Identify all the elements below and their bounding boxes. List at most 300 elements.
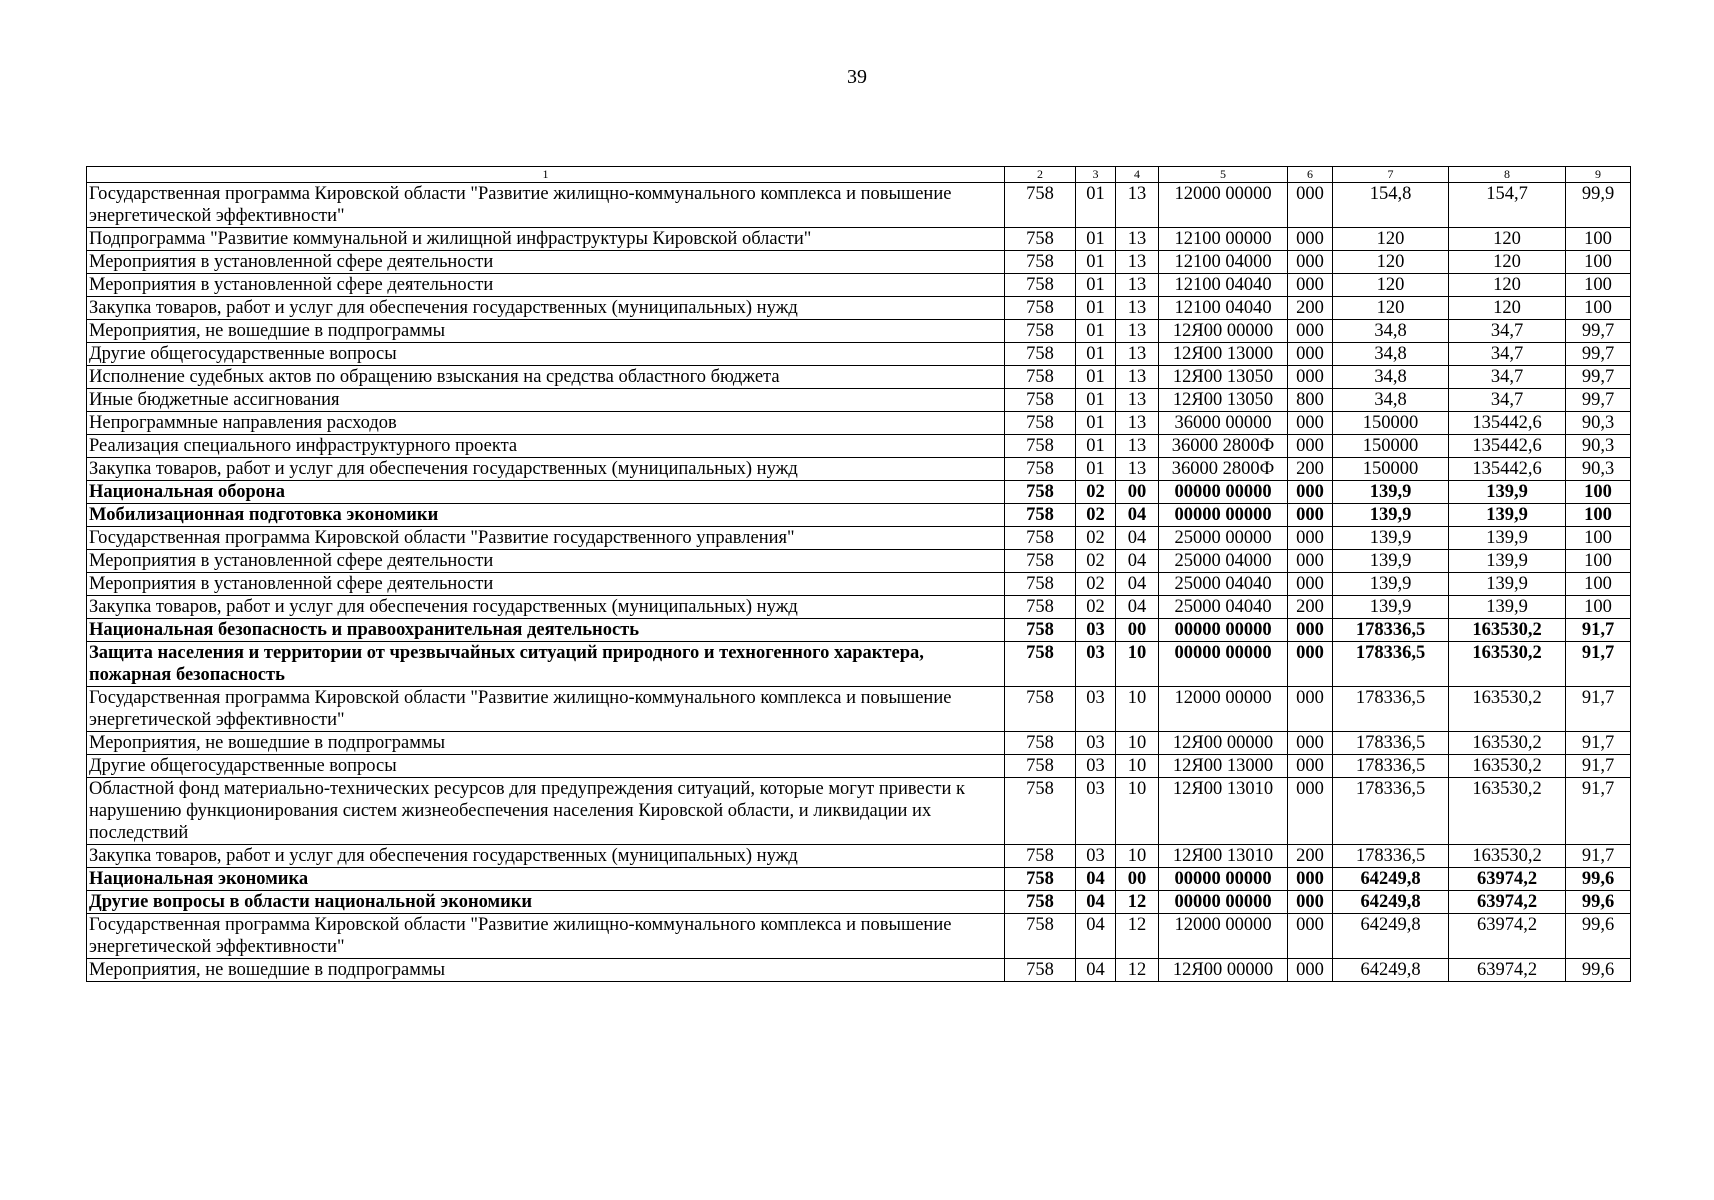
row-subsection-cell: 13 (1116, 274, 1159, 297)
row-name-cell: Реализация специального инфраструктурного проекта (87, 435, 1005, 458)
row-subsection-cell: 13 (1116, 251, 1159, 274)
row-subsection-cell: 10 (1116, 732, 1159, 755)
row-expense-type-cell: 000 (1288, 959, 1333, 982)
row-section-cell: 03 (1076, 732, 1116, 755)
row-planned-amount-cell: 178336,5 (1333, 755, 1449, 778)
row-percent-cell: 99,7 (1566, 343, 1631, 366)
row-section-cell: 01 (1076, 297, 1116, 320)
row-name-cell: Национальная безопасность и правоохранительная деятельность (87, 619, 1005, 642)
row-code-cell: 758 (1005, 458, 1076, 481)
table-row (87, 320, 1631, 343)
row-subsection-cell: 13 (1116, 366, 1159, 389)
row-percent-cell: 100 (1566, 297, 1631, 320)
row-code-cell: 758 (1005, 596, 1076, 619)
row-percent-cell: 100 (1566, 274, 1631, 297)
column-header: 5 (1159, 167, 1288, 183)
row-expense-type-cell: 200 (1288, 596, 1333, 619)
row-name-cell: Мероприятия в установленной сфере деятельности (87, 274, 1005, 297)
table-row (87, 504, 1631, 527)
row-actual-amount-cell: 34,7 (1449, 343, 1566, 366)
row-actual-amount-cell: 120 (1449, 228, 1566, 251)
table-row (87, 251, 1631, 274)
row-subsection-cell: 13 (1116, 320, 1159, 343)
row-expense-type-cell: 800 (1288, 389, 1333, 412)
table-row (87, 435, 1631, 458)
row-subsection-cell: 10 (1116, 778, 1159, 845)
column-header: 2 (1005, 167, 1076, 183)
row-actual-amount-cell: 139,9 (1449, 573, 1566, 596)
row-subsection-cell: 13 (1116, 389, 1159, 412)
row-planned-amount-cell: 139,9 (1333, 596, 1449, 619)
column-header: 3 (1076, 167, 1116, 183)
row-code-cell: 758 (1005, 891, 1076, 914)
row-code-cell: 758 (1005, 183, 1076, 228)
row-section-cell: 04 (1076, 868, 1116, 891)
row-target-article-cell: 36000 00000 (1159, 412, 1288, 435)
row-code-cell: 758 (1005, 868, 1076, 891)
row-name-cell: Мероприятия в установленной сфере деятельности (87, 251, 1005, 274)
table-row (87, 778, 1631, 845)
row-planned-amount-cell: 64249,8 (1333, 891, 1449, 914)
row-section-cell: 02 (1076, 550, 1116, 573)
row-code-cell: 758 (1005, 481, 1076, 504)
row-planned-amount-cell: 139,9 (1333, 527, 1449, 550)
row-subsection-cell: 10 (1116, 642, 1159, 687)
row-section-cell: 02 (1076, 596, 1116, 619)
row-name-cell: Государственная программа Кировской области "Развитие жилищно-коммунального комплекса и повышение энергетической эффективности" (87, 183, 1005, 228)
row-name-cell: Другие вопросы в области национальной экономики (87, 891, 1005, 914)
row-target-article-cell: 12Я00 13010 (1159, 845, 1288, 868)
row-expense-type-cell: 000 (1288, 412, 1333, 435)
row-subsection-cell: 10 (1116, 687, 1159, 732)
row-name-cell: Государственная программа Кировской области "Развитие жилищно-коммунального комплекса и повышение энергетической эффективности" (87, 687, 1005, 732)
row-percent-cell: 100 (1566, 596, 1631, 619)
row-percent-cell: 90,3 (1566, 435, 1631, 458)
row-planned-amount-cell: 139,9 (1333, 481, 1449, 504)
table-row (87, 755, 1631, 778)
row-expense-type-cell: 200 (1288, 845, 1333, 868)
table-row (87, 619, 1631, 642)
row-expense-type-cell: 000 (1288, 642, 1333, 687)
row-actual-amount-cell: 63974,2 (1449, 959, 1566, 982)
row-target-article-cell: 12000 00000 (1159, 687, 1288, 732)
row-subsection-cell: 13 (1116, 183, 1159, 228)
budget-table (86, 166, 1631, 982)
row-subsection-cell: 13 (1116, 228, 1159, 251)
table-row (87, 868, 1631, 891)
row-code-cell: 758 (1005, 435, 1076, 458)
row-target-article-cell: 12000 00000 (1159, 914, 1288, 959)
row-subsection-cell: 04 (1116, 504, 1159, 527)
row-planned-amount-cell: 64249,8 (1333, 868, 1449, 891)
row-section-cell: 04 (1076, 891, 1116, 914)
row-name-cell: Государственная программа Кировской области "Развитие государственного управления" (87, 527, 1005, 550)
row-target-article-cell: 00000 00000 (1159, 481, 1288, 504)
row-code-cell: 758 (1005, 274, 1076, 297)
row-expense-type-cell: 000 (1288, 732, 1333, 755)
row-subsection-cell: 12 (1116, 891, 1159, 914)
row-expense-type-cell: 000 (1288, 504, 1333, 527)
row-subsection-cell: 13 (1116, 435, 1159, 458)
row-code-cell: 758 (1005, 412, 1076, 435)
row-name-cell: Подпрограмма "Развитие коммунальной и жилищной инфраструктуры Кировской области" (87, 228, 1005, 251)
row-subsection-cell: 10 (1116, 845, 1159, 868)
row-actual-amount-cell: 120 (1449, 274, 1566, 297)
row-expense-type-cell: 000 (1288, 550, 1333, 573)
table-row (87, 596, 1631, 619)
row-actual-amount-cell: 63974,2 (1449, 891, 1566, 914)
row-planned-amount-cell: 178336,5 (1333, 619, 1449, 642)
row-actual-amount-cell: 163530,2 (1449, 755, 1566, 778)
row-percent-cell: 90,3 (1566, 458, 1631, 481)
row-planned-amount-cell: 34,8 (1333, 389, 1449, 412)
row-expense-type-cell: 000 (1288, 527, 1333, 550)
row-planned-amount-cell: 120 (1333, 297, 1449, 320)
row-name-cell: Мобилизационная подготовка экономики (87, 504, 1005, 527)
column-header: 4 (1116, 167, 1159, 183)
row-planned-amount-cell: 64249,8 (1333, 959, 1449, 982)
row-expense-type-cell: 000 (1288, 320, 1333, 343)
row-subsection-cell: 12 (1116, 914, 1159, 959)
row-planned-amount-cell: 139,9 (1333, 504, 1449, 527)
table-row (87, 527, 1631, 550)
row-percent-cell: 91,7 (1566, 642, 1631, 687)
row-section-cell: 02 (1076, 481, 1116, 504)
row-section-cell: 01 (1076, 366, 1116, 389)
row-name-cell: Другие общегосударственные вопросы (87, 755, 1005, 778)
row-percent-cell: 99,6 (1566, 868, 1631, 891)
row-planned-amount-cell: 120 (1333, 274, 1449, 297)
row-planned-amount-cell: 34,8 (1333, 343, 1449, 366)
row-name-cell: Закупка товаров, работ и услуг для обеспечения государственных (муниципальных) нужд (87, 297, 1005, 320)
row-actual-amount-cell: 63974,2 (1449, 914, 1566, 959)
row-section-cell: 03 (1076, 778, 1116, 845)
row-actual-amount-cell: 154,7 (1449, 183, 1566, 228)
table-row (87, 573, 1631, 596)
row-target-article-cell: 12000 00000 (1159, 183, 1288, 228)
row-section-cell: 02 (1076, 573, 1116, 596)
row-target-article-cell: 12Я00 00000 (1159, 959, 1288, 982)
table-row (87, 642, 1631, 687)
row-actual-amount-cell: 163530,2 (1449, 642, 1566, 687)
row-target-article-cell: 12Я00 00000 (1159, 320, 1288, 343)
row-expense-type-cell: 000 (1288, 366, 1333, 389)
row-planned-amount-cell: 120 (1333, 228, 1449, 251)
row-target-article-cell: 25000 00000 (1159, 527, 1288, 550)
row-expense-type-cell: 000 (1288, 914, 1333, 959)
table-row (87, 891, 1631, 914)
row-subsection-cell: 00 (1116, 868, 1159, 891)
row-subsection-cell: 13 (1116, 458, 1159, 481)
row-expense-type-cell: 200 (1288, 458, 1333, 481)
row-section-cell: 02 (1076, 504, 1116, 527)
row-section-cell: 02 (1076, 527, 1116, 550)
row-planned-amount-cell: 150000 (1333, 435, 1449, 458)
row-target-article-cell: 25000 04040 (1159, 596, 1288, 619)
row-code-cell: 758 (1005, 297, 1076, 320)
row-name-cell: Защита населения и территории от чрезвычайных ситуаций природного и техногенного характера, пожарная безопасность (87, 642, 1005, 687)
row-expense-type-cell: 000 (1288, 778, 1333, 845)
row-actual-amount-cell: 163530,2 (1449, 732, 1566, 755)
row-actual-amount-cell: 139,9 (1449, 527, 1566, 550)
row-section-cell: 01 (1076, 320, 1116, 343)
row-expense-type-cell: 000 (1288, 183, 1333, 228)
table-row (87, 845, 1631, 868)
row-name-cell: Закупка товаров, работ и услуг для обеспечения государственных (муниципальных) нужд (87, 458, 1005, 481)
row-subsection-cell: 12 (1116, 959, 1159, 982)
row-section-cell: 01 (1076, 228, 1116, 251)
row-planned-amount-cell: 178336,5 (1333, 778, 1449, 845)
row-code-cell: 758 (1005, 914, 1076, 959)
row-subsection-cell: 04 (1116, 596, 1159, 619)
table-row (87, 458, 1631, 481)
row-percent-cell: 100 (1566, 504, 1631, 527)
row-actual-amount-cell: 34,7 (1449, 320, 1566, 343)
table-row (87, 366, 1631, 389)
row-planned-amount-cell: 139,9 (1333, 550, 1449, 573)
row-percent-cell: 91,7 (1566, 687, 1631, 732)
table-row (87, 389, 1631, 412)
row-name-cell: Мероприятия, не вошедшие в подпрограммы (87, 959, 1005, 982)
row-section-cell: 01 (1076, 435, 1116, 458)
row-actual-amount-cell: 34,7 (1449, 366, 1566, 389)
row-target-article-cell: 12Я00 13010 (1159, 778, 1288, 845)
row-subsection-cell: 04 (1116, 527, 1159, 550)
row-code-cell: 758 (1005, 251, 1076, 274)
row-name-cell: Областной фонд материально-технических ресурсов для предупреждения ситуаций, которые могут привести к нарушению функционирования систем жизнеобеспечения населения Кировской области, и ликвидации их последствий (87, 778, 1005, 845)
column-header: 7 (1333, 167, 1449, 183)
row-name-cell: Другие общегосударственные вопросы (87, 343, 1005, 366)
row-subsection-cell: 04 (1116, 573, 1159, 596)
row-percent-cell: 99,7 (1566, 320, 1631, 343)
table-row (87, 481, 1631, 504)
row-subsection-cell: 04 (1116, 550, 1159, 573)
table-row (87, 297, 1631, 320)
row-section-cell: 03 (1076, 642, 1116, 687)
row-section-cell: 04 (1076, 959, 1116, 982)
row-actual-amount-cell: 139,9 (1449, 504, 1566, 527)
row-expense-type-cell: 000 (1288, 755, 1333, 778)
column-header: 6 (1288, 167, 1333, 183)
row-code-cell: 758 (1005, 619, 1076, 642)
table-row (87, 914, 1631, 959)
row-actual-amount-cell: 63974,2 (1449, 868, 1566, 891)
row-subsection-cell: 10 (1116, 755, 1159, 778)
row-target-article-cell: 12Я00 13050 (1159, 389, 1288, 412)
row-expense-type-cell: 000 (1288, 435, 1333, 458)
row-subsection-cell: 00 (1116, 481, 1159, 504)
row-subsection-cell: 13 (1116, 297, 1159, 320)
row-code-cell: 758 (1005, 527, 1076, 550)
row-actual-amount-cell: 139,9 (1449, 550, 1566, 573)
row-section-cell: 01 (1076, 274, 1116, 297)
row-actual-amount-cell: 139,9 (1449, 481, 1566, 504)
table-row (87, 228, 1631, 251)
row-target-article-cell: 36000 2800Ф (1159, 435, 1288, 458)
row-target-article-cell: 00000 00000 (1159, 868, 1288, 891)
row-actual-amount-cell: 120 (1449, 297, 1566, 320)
row-target-article-cell: 12100 04000 (1159, 251, 1288, 274)
row-expense-type-cell: 200 (1288, 297, 1333, 320)
row-section-cell: 03 (1076, 687, 1116, 732)
row-target-article-cell: 12Я00 13000 (1159, 343, 1288, 366)
row-percent-cell: 91,7 (1566, 732, 1631, 755)
row-target-article-cell: 12100 04040 (1159, 297, 1288, 320)
row-section-cell: 01 (1076, 389, 1116, 412)
row-subsection-cell: 00 (1116, 619, 1159, 642)
column-header: 8 (1449, 167, 1566, 183)
row-name-cell: Национальная оборона (87, 481, 1005, 504)
table-row (87, 274, 1631, 297)
row-expense-type-cell: 000 (1288, 573, 1333, 596)
table-row (87, 343, 1631, 366)
row-section-cell: 03 (1076, 619, 1116, 642)
row-actual-amount-cell: 139,9 (1449, 596, 1566, 619)
table-body (87, 183, 1631, 982)
row-target-article-cell: 36000 2800Ф (1159, 458, 1288, 481)
row-section-cell: 01 (1076, 412, 1116, 435)
row-percent-cell: 100 (1566, 251, 1631, 274)
row-section-cell: 01 (1076, 458, 1116, 481)
row-expense-type-cell: 000 (1288, 251, 1333, 274)
table-row (87, 687, 1631, 732)
row-percent-cell: 100 (1566, 573, 1631, 596)
row-section-cell: 01 (1076, 251, 1116, 274)
row-code-cell: 758 (1005, 755, 1076, 778)
row-code-cell: 758 (1005, 687, 1076, 732)
row-planned-amount-cell: 120 (1333, 251, 1449, 274)
row-target-article-cell: 00000 00000 (1159, 504, 1288, 527)
row-name-cell: Мероприятия в установленной сфере деятельности (87, 573, 1005, 596)
row-section-cell: 03 (1076, 845, 1116, 868)
row-planned-amount-cell: 34,8 (1333, 366, 1449, 389)
row-percent-cell: 91,7 (1566, 619, 1631, 642)
row-expense-type-cell: 000 (1288, 687, 1333, 732)
row-code-cell: 758 (1005, 642, 1076, 687)
row-code-cell: 758 (1005, 228, 1076, 251)
table-header (87, 167, 1631, 183)
row-section-cell: 01 (1076, 183, 1116, 228)
page-number: 39 (847, 66, 867, 88)
row-name-cell: Непрограммные направления расходов (87, 412, 1005, 435)
row-planned-amount-cell: 150000 (1333, 458, 1449, 481)
header-row (87, 167, 1631, 183)
row-code-cell: 758 (1005, 778, 1076, 845)
row-section-cell: 01 (1076, 343, 1116, 366)
row-name-cell: Закупка товаров, работ и услуг для обеспечения государственных (муниципальных) нужд (87, 596, 1005, 619)
column-header: 9 (1566, 167, 1631, 183)
row-planned-amount-cell: 64249,8 (1333, 914, 1449, 959)
row-expense-type-cell: 000 (1288, 274, 1333, 297)
row-name-cell: Закупка товаров, работ и услуг для обеспечения государственных (муниципальных) нужд (87, 845, 1005, 868)
row-percent-cell: 99,6 (1566, 914, 1631, 959)
row-planned-amount-cell: 150000 (1333, 412, 1449, 435)
row-percent-cell: 99,7 (1566, 366, 1631, 389)
row-name-cell: Мероприятия, не вошедшие в подпрограммы (87, 320, 1005, 343)
row-target-article-cell: 00000 00000 (1159, 642, 1288, 687)
table-row (87, 183, 1631, 228)
row-name-cell: Исполнение судебных актов по обращению взыскания на средства областного бюджета (87, 366, 1005, 389)
row-code-cell: 758 (1005, 343, 1076, 366)
row-planned-amount-cell: 178336,5 (1333, 732, 1449, 755)
table-row (87, 550, 1631, 573)
row-actual-amount-cell: 135442,6 (1449, 458, 1566, 481)
row-target-article-cell: 25000 04040 (1159, 573, 1288, 596)
row-actual-amount-cell: 163530,2 (1449, 619, 1566, 642)
row-code-cell: 758 (1005, 573, 1076, 596)
row-name-cell: Национальная экономика (87, 868, 1005, 891)
row-code-cell: 758 (1005, 845, 1076, 868)
row-percent-cell: 99,7 (1566, 389, 1631, 412)
row-percent-cell: 100 (1566, 481, 1631, 504)
row-name-cell: Иные бюджетные ассигнования (87, 389, 1005, 412)
row-section-cell: 04 (1076, 914, 1116, 959)
row-actual-amount-cell: 135442,6 (1449, 412, 1566, 435)
row-expense-type-cell: 000 (1288, 343, 1333, 366)
row-planned-amount-cell: 178336,5 (1333, 687, 1449, 732)
row-percent-cell: 99,9 (1566, 183, 1631, 228)
table-row (87, 959, 1631, 982)
table-row (87, 412, 1631, 435)
row-percent-cell: 91,7 (1566, 778, 1631, 845)
row-section-cell: 03 (1076, 755, 1116, 778)
row-planned-amount-cell: 154,8 (1333, 183, 1449, 228)
row-code-cell: 758 (1005, 732, 1076, 755)
row-planned-amount-cell: 178336,5 (1333, 845, 1449, 868)
row-code-cell: 758 (1005, 550, 1076, 573)
row-percent-cell: 99,6 (1566, 891, 1631, 914)
table-row (87, 732, 1631, 755)
row-expense-type-cell: 000 (1288, 891, 1333, 914)
row-percent-cell: 90,3 (1566, 412, 1631, 435)
row-target-article-cell: 00000 00000 (1159, 891, 1288, 914)
column-header: 1 (87, 167, 1005, 183)
row-expense-type-cell: 000 (1288, 619, 1333, 642)
row-code-cell: 758 (1005, 504, 1076, 527)
row-code-cell: 758 (1005, 389, 1076, 412)
row-planned-amount-cell: 34,8 (1333, 320, 1449, 343)
row-planned-amount-cell: 178336,5 (1333, 642, 1449, 687)
row-target-article-cell: 12Я00 13050 (1159, 366, 1288, 389)
row-actual-amount-cell: 163530,2 (1449, 687, 1566, 732)
row-percent-cell: 100 (1566, 550, 1631, 573)
row-percent-cell: 91,7 (1566, 845, 1631, 868)
row-subsection-cell: 13 (1116, 343, 1159, 366)
row-percent-cell: 100 (1566, 527, 1631, 550)
row-percent-cell: 99,6 (1566, 959, 1631, 982)
row-percent-cell: 91,7 (1566, 755, 1631, 778)
row-expense-type-cell: 000 (1288, 481, 1333, 504)
row-name-cell: Мероприятия, не вошедшие в подпрограммы (87, 732, 1005, 755)
row-subsection-cell: 13 (1116, 412, 1159, 435)
row-actual-amount-cell: 135442,6 (1449, 435, 1566, 458)
row-target-article-cell: 12Я00 00000 (1159, 732, 1288, 755)
row-code-cell: 758 (1005, 366, 1076, 389)
row-target-article-cell: 12100 04040 (1159, 274, 1288, 297)
row-target-article-cell: 12Я00 13000 (1159, 755, 1288, 778)
row-code-cell: 758 (1005, 959, 1076, 982)
row-planned-amount-cell: 139,9 (1333, 573, 1449, 596)
row-target-article-cell: 12100 00000 (1159, 228, 1288, 251)
row-expense-type-cell: 000 (1288, 228, 1333, 251)
row-name-cell: Государственная программа Кировской области "Развитие жилищно-коммунального комплекса и повышение энергетической эффективности" (87, 914, 1005, 959)
row-name-cell: Мероприятия в установленной сфере деятельности (87, 550, 1005, 573)
row-actual-amount-cell: 163530,2 (1449, 778, 1566, 845)
row-expense-type-cell: 000 (1288, 868, 1333, 891)
row-target-article-cell: 25000 04000 (1159, 550, 1288, 573)
row-code-cell: 758 (1005, 320, 1076, 343)
row-actual-amount-cell: 163530,2 (1449, 845, 1566, 868)
